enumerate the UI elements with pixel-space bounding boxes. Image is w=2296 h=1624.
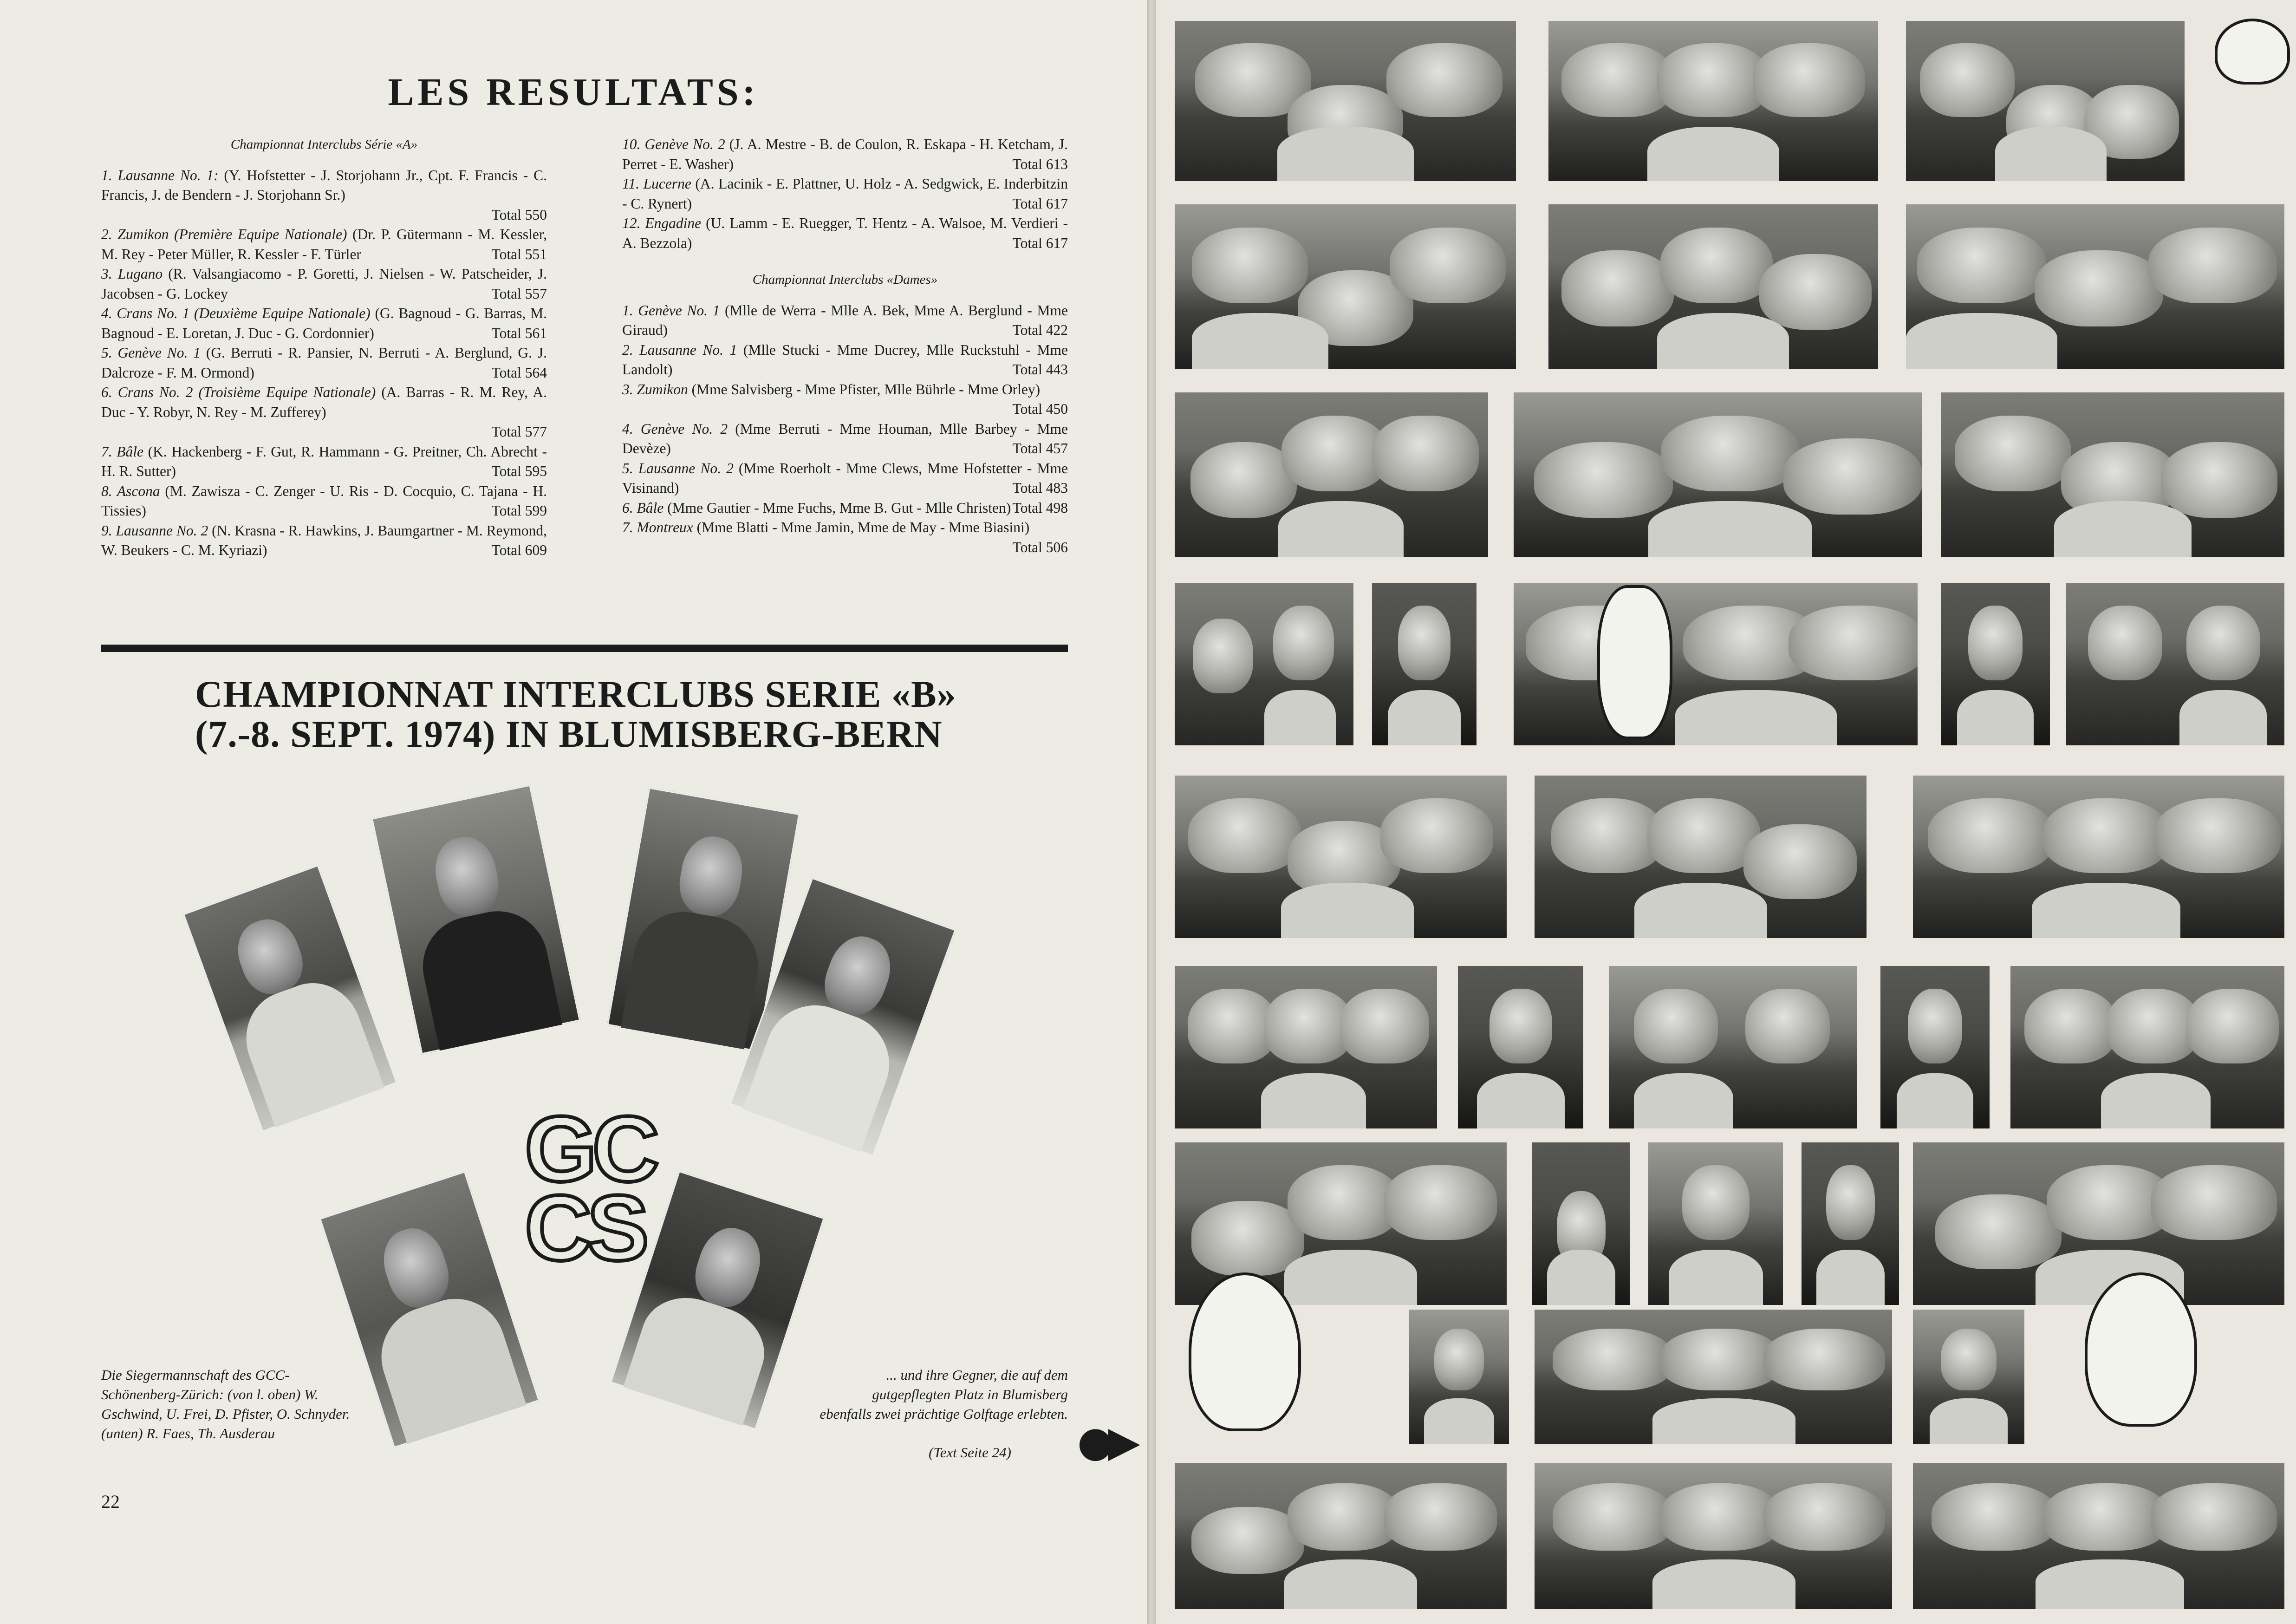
serie-a-heading: Championnat Interclubs Série «A» (230, 137, 418, 152)
section-divider (101, 645, 1068, 652)
group-photo (1609, 966, 1857, 1128)
result-entry: 11. Lucerne (A. Lacinik - E. Plattner, U. Holz - A. Sedgwick, E. Inderbitzin - C. Rynert) Total 617 (622, 176, 1068, 212)
group-photo (1941, 392, 2284, 557)
portrait-photo (1913, 1310, 2024, 1444)
team-photo (183, 865, 397, 1132)
group-photo (2010, 966, 2284, 1128)
group-photo (1175, 392, 1488, 557)
group-photo (1514, 392, 1922, 557)
group-photo (1175, 966, 1437, 1128)
group-photo (1175, 776, 1507, 938)
portrait-photo (1372, 583, 1476, 745)
result-entry: 3. Zumikon (Mme Salvisberg - Mme Pfister, Mlle Bührle - Mme Orley) Total 450 (622, 381, 1068, 417)
result-entry: 7. Bâle (K. Hackenberg - F. Gut, R. Hammann - G. Preitner, Ch. Abrecht - H. R. Sutter) Total 595 (101, 443, 547, 479)
left-page (0, 0, 1147, 1624)
right-page-photo-grid (1156, 0, 2296, 1624)
result-entry: 5. Lausanne No. 2 (Mme Roerholt - Mme Clews, Mme Hofstetter - Mme Visinand) Total 483 (622, 460, 1068, 496)
portrait-photo (1941, 583, 2050, 745)
golfer-cartoon (1597, 585, 1672, 739)
group-photo (1913, 1463, 2284, 1609)
group-photo (1906, 204, 2284, 369)
club-logo: GC CS (525, 1097, 655, 1280)
page-gutter (1147, 0, 1156, 1624)
golfer-cartoon (2215, 19, 2290, 85)
results-column-2 (622, 135, 1068, 557)
caption-opponents: ... und ihre Gegner, die auf dem gutgepflegten Platz in Blumisberg ebenfalls zwei prächtige Golftage erlebten. (820, 1367, 1068, 1422)
caption-winners: Die Siegermannschaft des GCC-Schönenberg-Zürich: (von l. oben) W. Gschwind, U. Frei, D. Pfister, O. Schnyder. (unten) R. Faes, Th. Ausderau (101, 1367, 350, 1441)
group-photo (1906, 21, 2185, 181)
group-photo (1175, 204, 1516, 369)
group-photo (1548, 21, 1878, 181)
portrait-photo (1880, 966, 1990, 1128)
group-photo (1535, 1463, 1892, 1609)
result-entry: 4. Crans No. 1 (Deuxième Equipe Nationale) (G. Bagnoud - G. Barras, M. Bagnoud - E. Loretan, J. Duc - G. Cordonnier) Total 561 (101, 305, 547, 341)
portrait-photo (1648, 1142, 1783, 1305)
portrait-photo (1458, 966, 1583, 1128)
results-column-1 (101, 135, 547, 561)
group-photo (1548, 204, 1878, 369)
portrait-photo (1175, 583, 1353, 745)
continue-arrow-icon: ●▶ (1077, 1417, 1135, 1466)
result-entry: 5. Genève No. 1 (G. Berruti - R. Pansier, N. Berruti - A. Berglund, G. J. Dalcroze - F. M. Ormond) Total 564 (101, 345, 547, 381)
result-total: Total 577 (491, 424, 547, 440)
result-entry: 2. Zumikon (Première Equipe Nationale) (Dr. P. Gütermann - M. Kessler, M. Rey - Peter Müller, R. Kessler - F. Türler Total 551 (101, 226, 547, 262)
group-photo (1175, 1463, 1507, 1609)
page-title: LES RESULTATS: (388, 71, 759, 114)
portrait-photo (1802, 1142, 1899, 1305)
portrait-photo (1532, 1142, 1630, 1305)
result-entry: 3. Lugano (R. Valsangiacomo - P. Goretti, J. Nielsen - W. Patscheider, J. Jacobsen - G. Lockey Total 557 (101, 266, 547, 302)
group-photo (1913, 1142, 2284, 1305)
result-entry: 1. Lausanne No. 1: (Y. Hofstetter - J. Storjohann Jr., Cpt. F. Francis - C. Francis, J. de Bendern - J. Storjohann Sr.) (101, 167, 547, 203)
golfer-cartoon (2085, 1272, 2197, 1427)
group-photo (1535, 776, 1867, 938)
result-entry: 8. Ascona (M. Zawisza - C. Zenger - U. Ris - D. Cocquio, C. Tajana - H. Tissies) Total 599 (101, 483, 547, 519)
result-entry: 9. Lausanne No. 2 (N. Krasna - R. Hawkins, J. Baumgartner - M. Reymond, W. Beukers - C. M. Kyriazi) Total 609 (101, 522, 547, 558)
group-photo (1913, 776, 2284, 938)
portrait-photo (1409, 1310, 1509, 1444)
group-photo (2066, 583, 2284, 745)
group-photo (1175, 21, 1516, 181)
result-entry: 6. Crans No. 2 (Troisième Equipe Nationale) (A. Barras - R. M. Rey, A. Duc - Y. Robyr, N. Rey - M. Zufferey) (101, 384, 547, 420)
golfer-cartoon (1189, 1272, 1301, 1431)
group-photo (1514, 583, 1918, 745)
dames-heading: Championnat Interclubs «Dames» (752, 272, 938, 287)
result-entry: 1. Genève No. 1 (Mlle de Werra - Mlle A. Bek, Mme A. Berglund - Mme Giraud) Total 422 (622, 302, 1068, 338)
result-entry: 2. Lausanne No. 1 (Mlle Stucki - Mme Ducrey, Mlle Ruckstuhl - Mme Landolt) Total 443 (622, 341, 1068, 378)
result-entry: 7. Montreux (Mme Blatti - Mme Jamin, Mme de May - Mme Biasini) Total 506 (622, 519, 1068, 555)
result-entry: 6. Bâle (Mme Gautier - Mme Fuchs, Mme B. Gut - Mlle Christen) Total 498 (622, 499, 1068, 516)
result-total: Total 550 (491, 206, 547, 223)
team-photo (371, 784, 580, 1054)
group-photo (1535, 1310, 1892, 1444)
section-headline (195, 674, 956, 754)
result-entry: 12. Engadine (U. Lamm - E. Ruegger, T. Hentz - A. Walsoe, M. Verdieri - A. Bezzola) Total 617 (622, 215, 1068, 251)
result-entry: 10. Genève No. 2 (J. A. Mestre - B. de Coulon, R. Eskapa - H. Ketcham, J. Perret - E. Washer) Total 613 (622, 136, 1068, 172)
headline-line-1: CHAMPIONNAT INTERCLUBS SERIE «B» (195, 673, 956, 715)
result-entry: 4. Genève No. 2 (Mme Berruti - Mme Houman, Mlle Barbey - Mme Devèze) Total 457 (622, 420, 1068, 457)
headline-line-2: (7.-8. SEPT. 1974) IN BLUMISBERG-BERN (195, 713, 943, 755)
page-number: 22 (101, 1491, 120, 1512)
text-reference: (Text Seite 24) (929, 1444, 1011, 1461)
